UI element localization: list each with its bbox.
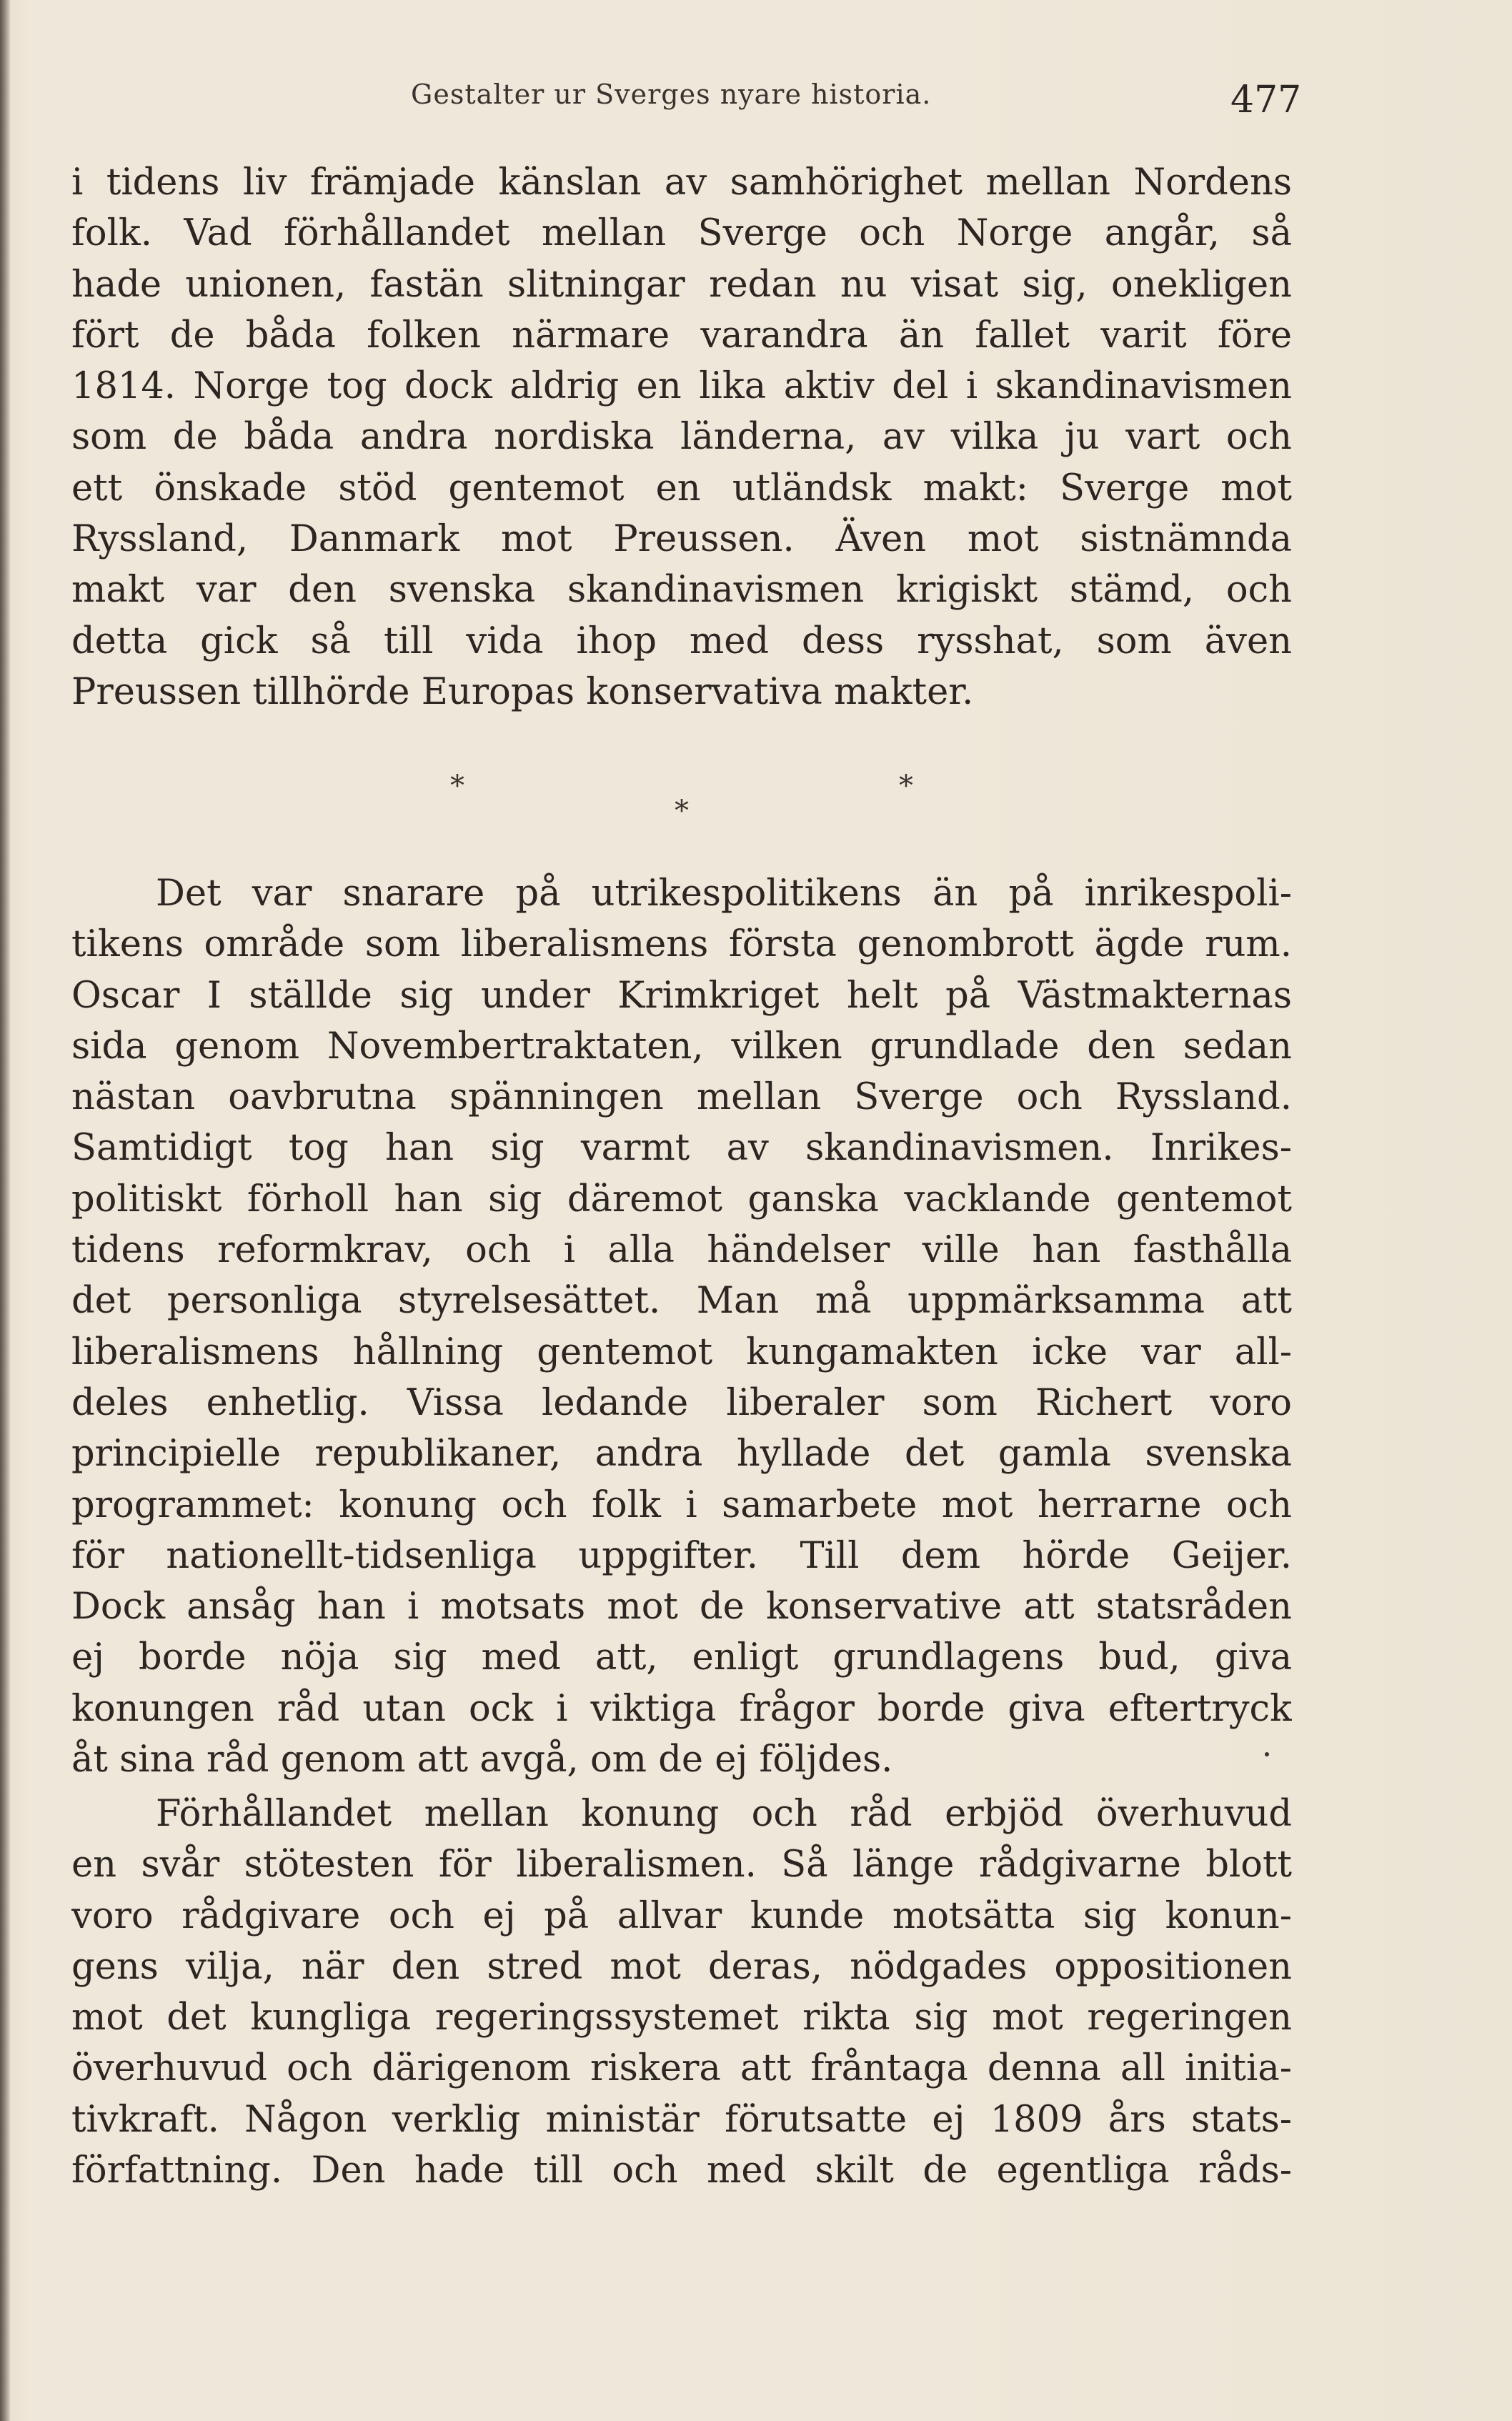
print-speck	[1265, 1752, 1269, 1756]
text-line: Samtidigt tog han sig varmt av skandinavismen. Inrikes-	[71, 1127, 1292, 1170]
text-line: ett önskade stöd gentemot en utländsk makt: Sverge mot	[71, 467, 1292, 509]
running-title: Gestalter ur Sverges nyare historia.	[411, 79, 932, 110]
text-line: författning. Den hade till och med skilt de egentliga råds-	[71, 2149, 1292, 2192]
text-line: sida genom Novembertraktaten, vilken grundlade den sedan	[71, 1025, 1292, 1068]
asterisk-center: *	[675, 795, 689, 827]
text-line: folk. Vad förhållandet mellan Sverge och Norge angår, så	[71, 212, 1292, 255]
text-line: Det var snarare på utrikespolitikens än på inrikespoli-	[156, 873, 1292, 915]
text-line: i tidens liv främjade känslan av samhörighet mellan Nordens	[71, 161, 1292, 204]
text-line: programmet: konung och folk i samarbete mot herrarne och	[71, 1483, 1292, 1526]
text-line: makt var den svenska skandinavismen krigiskt stämd, och	[71, 569, 1292, 612]
text-line: tidens reformkrav, och i alla händelser ville han fasthålla	[71, 1229, 1292, 1272]
paragraph-liberalism	[71, 868, 1292, 1785]
text-line: liberalismens hållning gentemot kungamakten icke var all-	[71, 1331, 1292, 1373]
text-line: Förhållandet mellan konung och råd erbjöd överhuvud	[156, 1793, 1292, 1835]
text-line: hade unionen, fastän slitningar redan nu visat sig, onekligen	[71, 263, 1292, 306]
asterisk-left: *	[450, 770, 464, 802]
text-line: ej borde nöja sig med att, enligt grundlagens bud, giva	[71, 1636, 1292, 1679]
text-line: mot det kungliga regeringssystemet rikta sig mot regeringen	[71, 1997, 1292, 2039]
text-line: en svår stötesten för liberalismen. Så länge rådgivarne blott	[71, 1844, 1292, 1886]
text-line: politiskt förholl han sig däremot ganska vacklande gentemot	[71, 1178, 1292, 1221]
text-line: Dock ansåg han i motsats mot de konservative att statsråden	[71, 1586, 1292, 1629]
text-line: konungen råd utan ock i viktiga frågor borde giva eftertryck	[71, 1687, 1292, 1730]
paragraph-king-and-council	[71, 1789, 1292, 2196]
page-binding-edge	[0, 0, 10, 2421]
section-break-asterism	[0, 757, 1512, 843]
text-line: deles enhetlig. Vissa ledande liberaler som Richert voro	[71, 1381, 1292, 1424]
text-line: åt sina råd genom att avgå, om de ej följdes.	[71, 1739, 893, 1781]
text-line: principielle republikaner, andra hyllade det gamla svenska	[71, 1433, 1292, 1476]
page-number: 477	[1230, 79, 1302, 121]
text-line: fört de båda folken närmare varandra än fallet varit före	[71, 314, 1292, 357]
text-line: överhuvud och därigenom riskera att fråntaga denna all initia-	[71, 2047, 1292, 2090]
text-line: Ryssland, Danmark mot Preussen. Även mot sistnämnda	[71, 518, 1292, 561]
text-line: Preussen tillhörde Europas konservativa makter.	[71, 670, 974, 713]
page-header	[0, 71, 1512, 129]
text-line: nästan oavbrutna spänningen mellan Sverge och Ryssland.	[71, 1076, 1292, 1119]
text-line: tikens område som liberalismens första genombrott ägde rum.	[71, 923, 1292, 966]
text-line: detta gick så till vida ihop med dess rysshat, som även	[71, 620, 1292, 662]
text-line: tivkraft. Någon verklig ministär förutsatte ej 1809 års stats-	[71, 2098, 1292, 2141]
text-line: för nationellt-tidsenliga uppgifter. Till dem hörde Geijer.	[71, 1534, 1292, 1577]
text-line: voro rådgivare och ej på allvar kunde motsätta sig konun-	[71, 1894, 1292, 1937]
text-line: Oscar I ställde sig under Krimkriget helt på Västmakternas	[71, 974, 1292, 1017]
asterisk-right: *	[899, 770, 913, 802]
paragraph-continued	[71, 157, 1292, 717]
text-line: 1814. Norge tog dock aldrig en lika aktiv del i skandinavismen	[71, 365, 1292, 408]
text-line: det personliga styrelsesättet. Man må uppmärksamma att	[71, 1280, 1292, 1323]
text-line: gens vilja, när den stred mot deras, nödgades oppositionen	[71, 1945, 1292, 1988]
text-line: som de båda andra nordiska länderna, av vilka ju vart och	[71, 416, 1292, 459]
